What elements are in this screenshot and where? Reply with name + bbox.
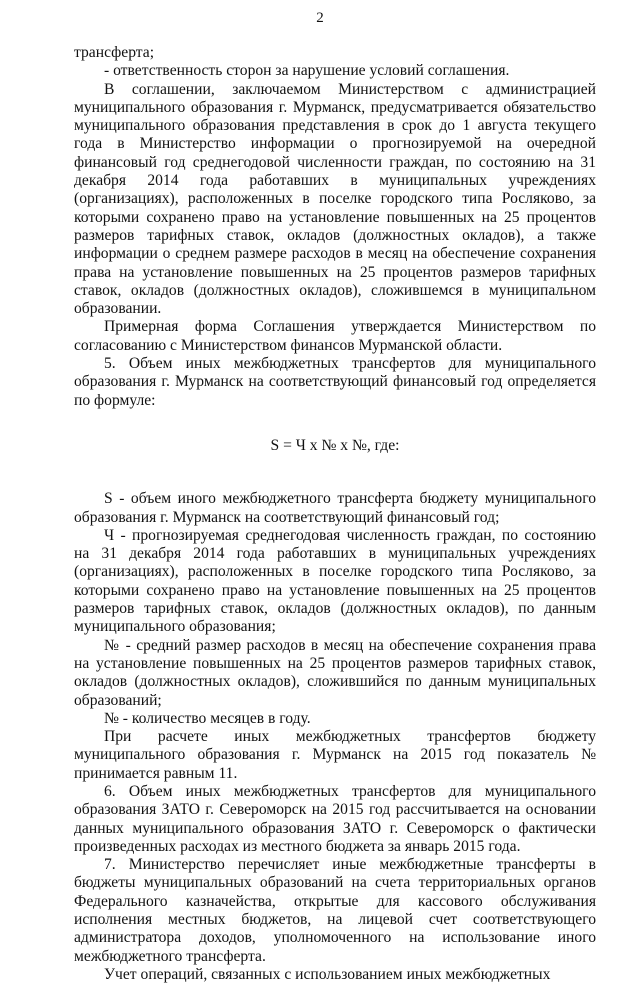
paragraph-responsibility: - ответственность сторон за нарушение условий соглашения. — [104, 62, 510, 80]
document-body — [74, 44, 596, 984]
paragraph-agreement-terms: В соглашении, заключаемом Министерством с администрацией муниципального образования г. Мурманск, предусматривается обязательство муниципального образования представления в срок до 1 августа текущего года в Министерство информации о прогнозируемой на очередной финансовый год среднегодовой численности граждан, по состоянию на 31 декабря 2014 года работавших в муниципальных учреждениях (организациях), расположенных в поселке городского типа Росляково, за которыми сохранено право на установление повышенных на 25 процентов размеров тарифных ставок, окладов (должностных окладов), а также информации о среднем размере расходов в месяц на обеспечение сохранения права на установление повышенных на 25 процентов размеров тарифных ставок, окладов (должностных окладов), сложившемся в муниципальном образовании. — [74, 80, 596, 318]
paragraph-calculation-2015: При расчете иных межбюджетных трансфертов бюджету муниципального образования г. Мурманск на 2015 год показатель № принимается равным 11. — [74, 728, 596, 782]
paragraph-accounting-start: Учет операций, связанных с использованием иных межбюджетных — [104, 965, 551, 983]
paragraph-clause-6: 6. Объем иных межбюджетных трансфертов для муниципального образования ЗАТО г. Североморск на 2015 год рассчитывается на основании данных муниципального образования ЗАТО г. Североморск о фактически произведенных расходах из местного бюджета за январь 2015 года. — [74, 782, 596, 855]
paragraph-definition-months: № - количество месяцев в году. — [104, 709, 311, 727]
paragraph-definition-s: S - объем иного межбюджетного трансферта бюджету муниципального образования г. Мурманск на соответствующий финансовый год; — [74, 490, 596, 526]
paragraph-transfer-tail: трансферта; — [74, 44, 155, 61]
paragraph-definition-avg-expense: № - средний размер расходов в месяц на обеспечение сохранения права на установление повышенных на 25 процентов размеров тарифных ставок, окладов (должностных окладов), сложившийся по данным муниципальных образований; — [74, 636, 596, 709]
paragraph-clause-5: 5. Объем иных межбюджетных трансфертов для муниципального образования г. Мурманск на соответствующий финансовый год определяется по формуле: — [74, 355, 596, 409]
paragraph-definition-ch: Ч - прогнозируемая среднегодовая численность граждан, по состоянию на 31 декабря 2014 года работавших в муниципальных учреждениях (организациях), расположенных в поселке городского типа Росляково, за которыми сохранено право на установление повышенных на 25 процентов размеров тарифных ставок, окладов (должностных окладов), по данным муниципального образования; — [74, 526, 596, 636]
paragraph-clause-7: 7. Министерство перечисляет иные межбюджетные трансферты в бюджеты муниципальных образований на счета территориальных органов Федерального казначейства, открытые для кассового обслуживания исполнения местных бюджетов, на лицевой счет соответствующего администратора доходов, уполномоченного на использование иного межбюджетного трансферта. — [74, 856, 596, 965]
page-number: 2 — [316, 10, 324, 26]
paragraph-sample-form: Примерная форма Соглашения утверждается Министерством по согласованию с Министерством финансов Мурманской области. — [74, 318, 596, 354]
formula: S = Ч х № х №, где: — [270, 436, 400, 454]
